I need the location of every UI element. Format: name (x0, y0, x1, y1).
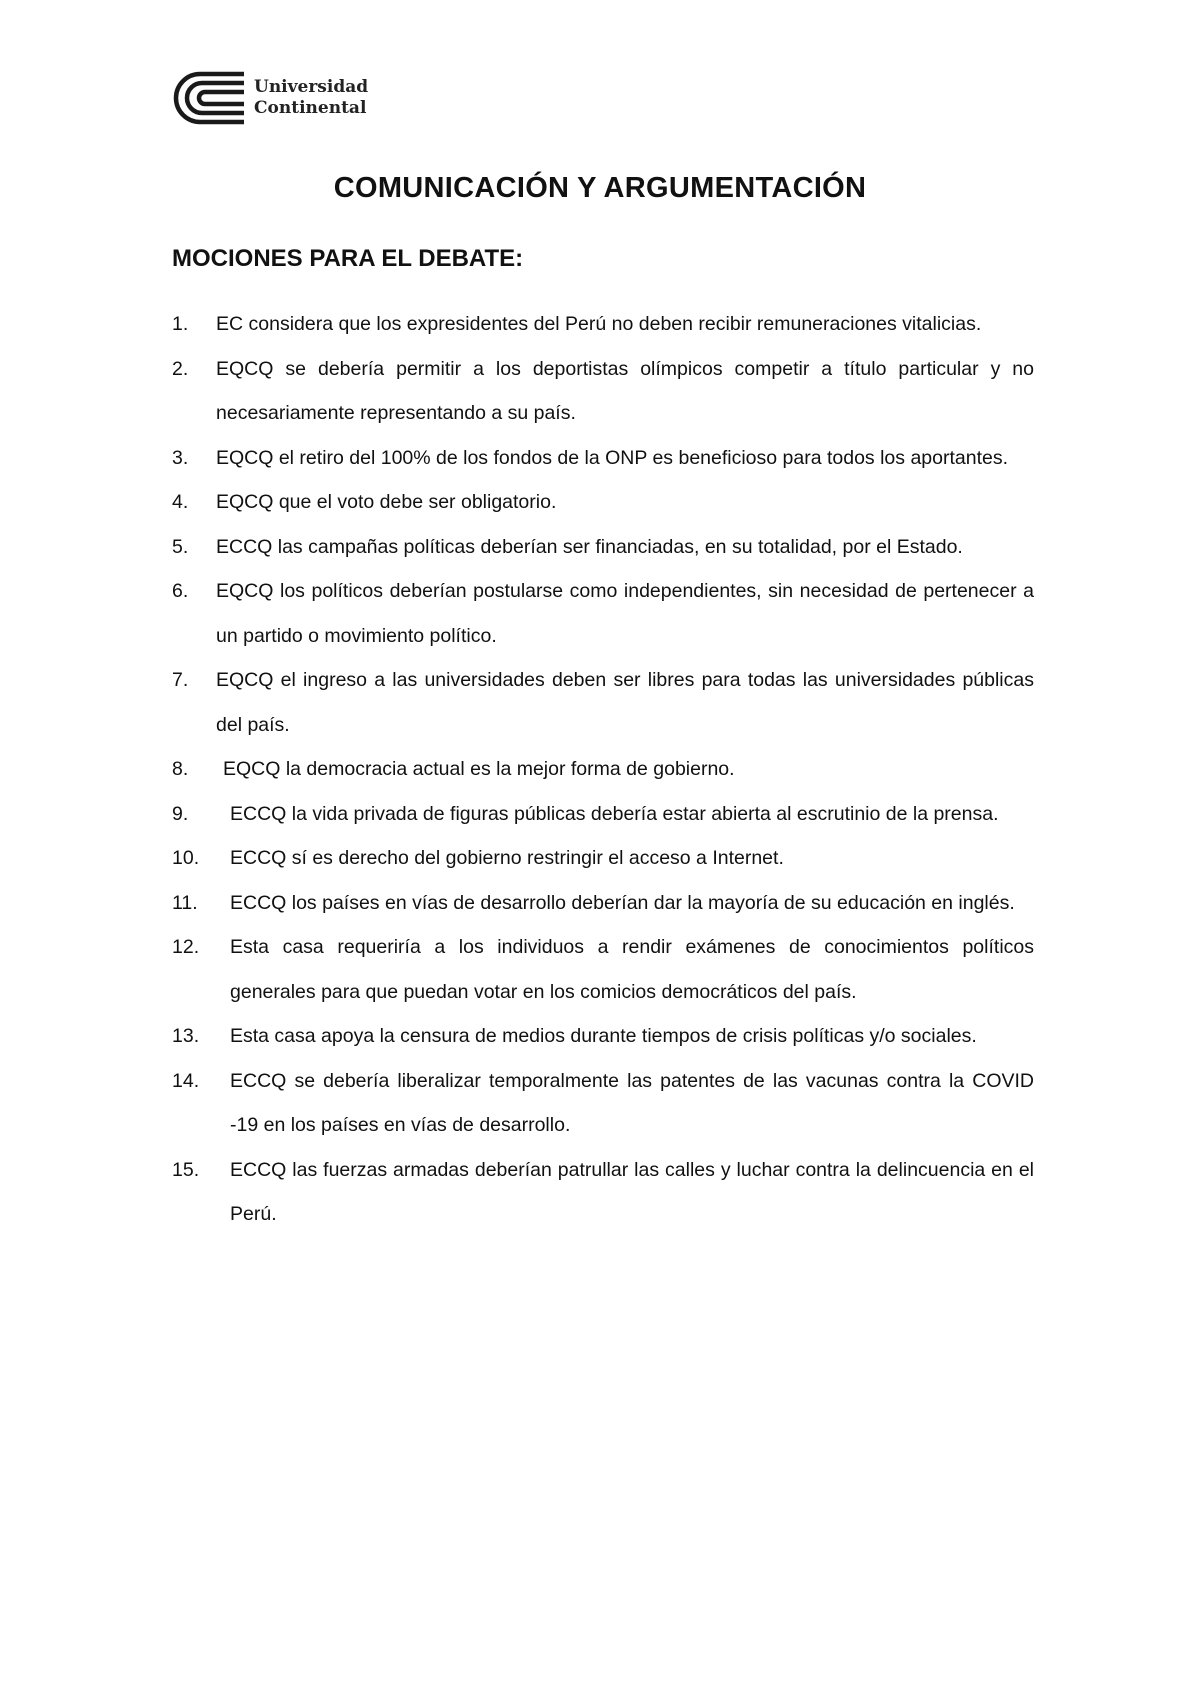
motion-item-1 (172, 302, 1034, 347)
motions-list (172, 302, 1034, 1237)
motion-number: 5. (172, 535, 189, 558)
university-logo (172, 70, 368, 126)
motion-item-8 (172, 747, 1034, 792)
motion-number: 15. (172, 1158, 200, 1181)
motion-text: EQCQ los políticos deberían postularse como independientes, sin necesidad de pertenecer a un partido o movimiento político. (216, 580, 1034, 647)
motion-text: EC considera que los expresidentes del Perú no deben recibir remuneraciones vitalicias. (216, 313, 982, 335)
motion-number: 2. (172, 357, 189, 380)
page-title: COMUNICACIÓN Y ARGUMENTACIÓN (333, 172, 867, 204)
motion-text: ECCQ la vida privada de figuras públicas debería estar abierta al escrutinio de la prensa. (230, 802, 999, 825)
motion-item-12 (172, 925, 1034, 1014)
motion-item-13 (172, 1014, 1034, 1059)
motion-number: 1. (172, 313, 189, 335)
motion-item-7 (172, 658, 1034, 747)
motion-item-6 (172, 569, 1034, 658)
motion-number: 8. (172, 758, 189, 780)
logo-line-2: Continental (254, 98, 367, 118)
motion-number: 4. (172, 491, 189, 513)
motion-text: EQCQ el ingreso a las universidades deben ser libres para todas las universidades públicas del país. (216, 669, 1034, 736)
universidad-continental-logo-icon (172, 70, 248, 126)
motion-item-14 (172, 1059, 1034, 1148)
motion-number: 6. (172, 580, 189, 602)
motion-text: Esta casa requeriría a los individuos a rendir exámenes de conocimientos políticos generales para que puedan votar en los comicios democráticos del país. (230, 936, 1034, 1003)
logo-wordmark (254, 77, 368, 119)
motion-text: EQCQ que el voto debe ser obligatorio. (216, 491, 557, 513)
motion-item-3 (172, 436, 1034, 481)
motion-number: 14. (172, 1069, 200, 1092)
motion-text: EQCQ se debería permitir a los deportistas olímpicos competir a título particular y no necesariamente representando a su país. (216, 357, 1034, 424)
logo-line-1: Universidad (254, 77, 369, 97)
motion-number: 12. (172, 936, 200, 958)
motion-text: ECCQ las fuerzas armadas deberían patrullar las calles y luchar contra la delincuencia en el Perú. (230, 1158, 1034, 1225)
section-title: MOCIONES PARA EL DEBATE: (172, 245, 524, 272)
motion-item-10 (172, 836, 1034, 881)
motion-item-11 (172, 881, 1034, 926)
motion-number: 7. (172, 669, 189, 691)
motion-item-4 (172, 480, 1034, 525)
motion-text: Esta casa apoya la censura de medios durante tiempos de crisis políticas y/o sociales. (230, 1025, 977, 1047)
motion-number: 9. (172, 802, 189, 825)
motion-text: EQCQ la democracia actual es la mejor forma de gobierno. (223, 758, 735, 780)
motion-text: ECCQ los países en vías de desarrollo deberían dar la mayoría de su educación en inglés. (230, 891, 1015, 914)
motion-item-5 (172, 525, 1034, 570)
motion-number: 13. (172, 1025, 200, 1047)
motion-text: ECCQ se debería liberalizar temporalmente las patentes de las vacunas contra la COVID -19 en los países en vías de desarrollo. (230, 1069, 1034, 1136)
motion-item-9 (172, 792, 1034, 837)
motion-item-2 (172, 347, 1034, 436)
motion-number: 11. (172, 891, 198, 914)
motion-number: 3. (172, 446, 189, 469)
motion-text: ECCQ las campañas políticas deberían ser financiadas, en su totalidad, por el Estado. (216, 535, 963, 558)
motion-item-15 (172, 1148, 1034, 1237)
motion-text: EQCQ el retiro del 100% de los fondos de la ONP es beneficioso para todos los aportantes. (216, 446, 1009, 469)
motion-text: ECCQ sí es derecho del gobierno restringir el acceso a Internet. (230, 847, 784, 869)
motion-number: 10. (172, 847, 200, 869)
